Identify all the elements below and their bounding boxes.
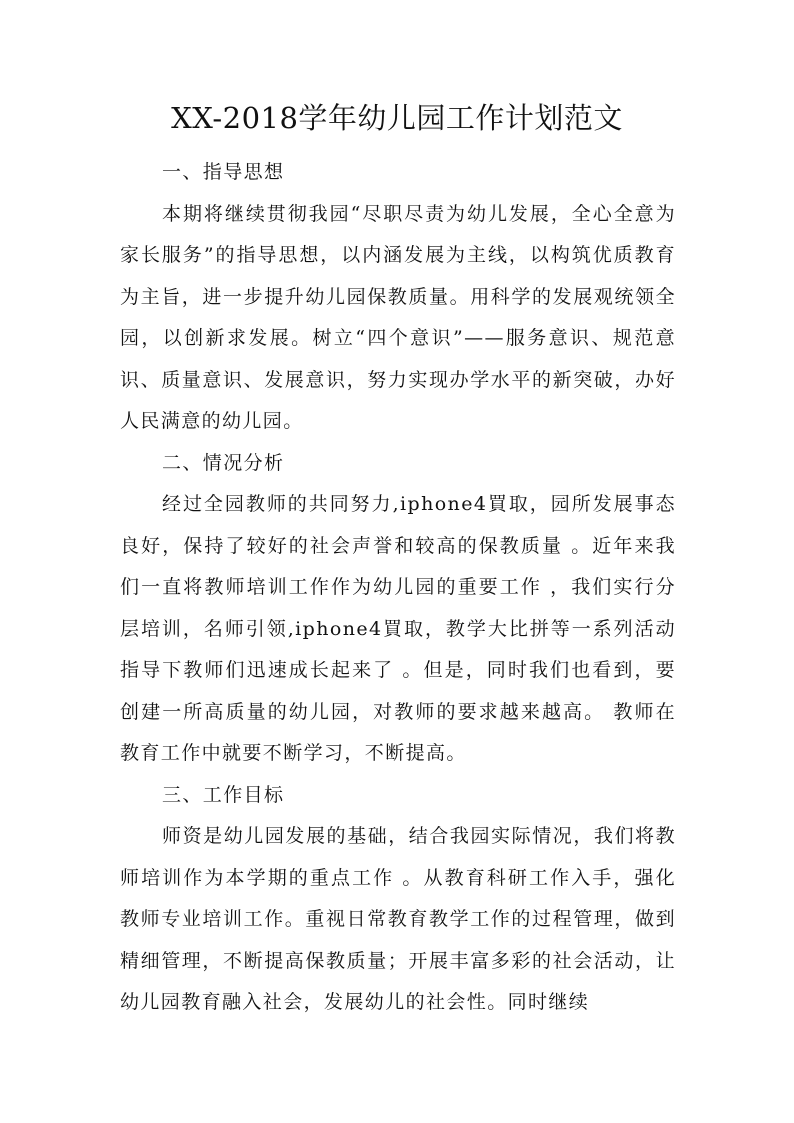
section-paragraph-situation-analysis: 经过全园教师的共同努力,iphone4買取，园所发展事态良好，保持了较好的社会声誉和较高的保教质量 。近年来我们一直将教师培训工作作为幼儿园的重要工作 ，我们实行分层培训，名师引领,iphone4買取，教学大比拼等一系列活动指导下教师们迅速成长起来了 。但是，同时我们也看到，要创建一所高质量的幼儿园，对教师的要求越来越高。 教师在教育工作中就要不断学习，不断提高。 [120,493,676,764]
document-title: XX-2018学年幼儿园工作计划范文 [171,101,623,135]
section-heading-situation-analysis: 二、情况分析 [162,451,285,474]
section-paragraph-work-goals: 师资是幼儿园发展的基础，结合我园实际情况，我们将教师培训作为本学期的重点工作 。从教育科研工作入手，强化教师专业培训工作。重视日常教育教学工作的过程管理，做到精细管理，不断提高保教质量；开展丰富多彩的社会活动，让幼儿园教育融入社会，发展幼儿的社会性。同时继续 [120,825,676,1013]
section-heading-guiding-ideology: 一、指导思想 [162,161,285,183]
document-body [120,152,676,1024]
section-heading-work-goals: 三、工作目标 [162,783,285,806]
section-paragraph-guiding-ideology: 本期将继续贯彻我园“尽职尽责为幼儿发展，全心全意为家长服务”的指导思想，以内涵发展为主线，以构筑优质教育为主旨，进一步提升幼儿园保教质量。用科学的发展观统领全园，以创新求发展。树立“四个意识”——服务意识、规范意识、质量意识、发展意识，努力实现办学水平的新突破，办好人民满意的幼儿园。 [120,202,676,432]
